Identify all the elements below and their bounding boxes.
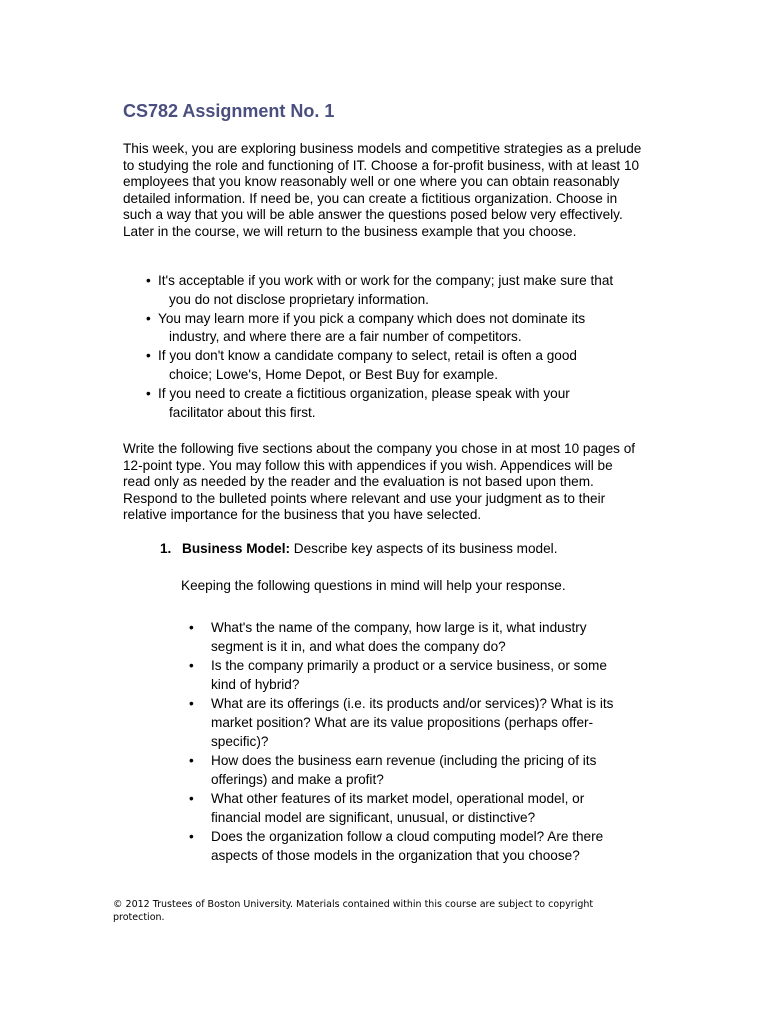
note-line-1: If you don't know a candidate company to select, retail is often a good	[158, 348, 577, 364]
list-item: • What are its offerings (i.e. its products and/or services)? What is its market position? What are its value propositions (perhaps offer-specific)?	[189, 694, 629, 751]
note-line-2: industry, and where there are a fair number of competitors.	[169, 329, 522, 345]
guidance-text: Keeping the following questions in mind will help your response.	[181, 578, 566, 593]
note-line-2: facilitator about this first.	[169, 404, 316, 420]
list-item	[146, 272, 616, 310]
note-line-2: choice; Lowe's, Home Depot, or Best Buy for example.	[169, 366, 498, 382]
list-item: • Is the company primarily a product or a service business, or some kind of hybrid?	[189, 656, 629, 694]
note-line-1: It's acceptable if you work with or work for the company; just make sure that	[158, 273, 614, 288]
questions-list	[189, 618, 629, 865]
list-item: • What's the name of the company, how large is it, what industry segment is it in, and what does the company do?	[189, 618, 629, 656]
section-heading	[160, 541, 557, 556]
note-line-2: you do not disclose proprietary information.	[169, 291, 429, 307]
section-number: 1.	[160, 541, 172, 556]
list-item	[146, 385, 616, 423]
section-text: Describe key aspects of its business model.	[290, 541, 558, 556]
copyright-footer: © 2012 Trustees of Boston University. Materials contained within this course are subject to copyright protection.	[113, 899, 594, 923]
page-title: CS782 Assignment No. 1	[123, 101, 335, 121]
list-item	[146, 310, 616, 348]
intro-paragraph: This week, you are exploring business models and competitive strategies as a prelude to studying the role and functioning of IT. Choose a for-profit business, with at least 10 employees that you know reasonably well or one where you can obtain reasonably detailed information. If need be, you can create a fictitious organization. Choose in such a way that you will be able answer the questions posed below very effectively. Later in the course, we will return to the business example that you choose.	[123, 141, 642, 239]
list-item: • What other features of its market model, operational model, or financial model are significant, unusual, or distinctive?	[189, 789, 629, 827]
list-item: • How does the business earn revenue (including the pricing of its offerings) and make a profit?	[189, 751, 629, 789]
note-line-1: If you need to create a fictitious organization, please speak with your	[158, 385, 570, 401]
list-item	[146, 347, 616, 385]
list-item: • Does the organization follow a cloud computing model? Are there aspects of those models in the organization that you choose?	[189, 827, 629, 865]
section-label: Business Model:	[182, 541, 291, 556]
notes-list	[146, 272, 616, 422]
instructions-paragraph: Write the following five sections about the company you chose in at most 10 pages of 12-point type. You may follow this with appendices if you wish. Appendices will be read only as needed by the reader and the evaluation is not based upon them. Respond to the bulleted points where relevant and use your judgment as to their relative importance for the business that you have selected.	[123, 441, 636, 523]
note-line-1: You may learn more if you pick a company which does not dominate its	[158, 310, 586, 326]
